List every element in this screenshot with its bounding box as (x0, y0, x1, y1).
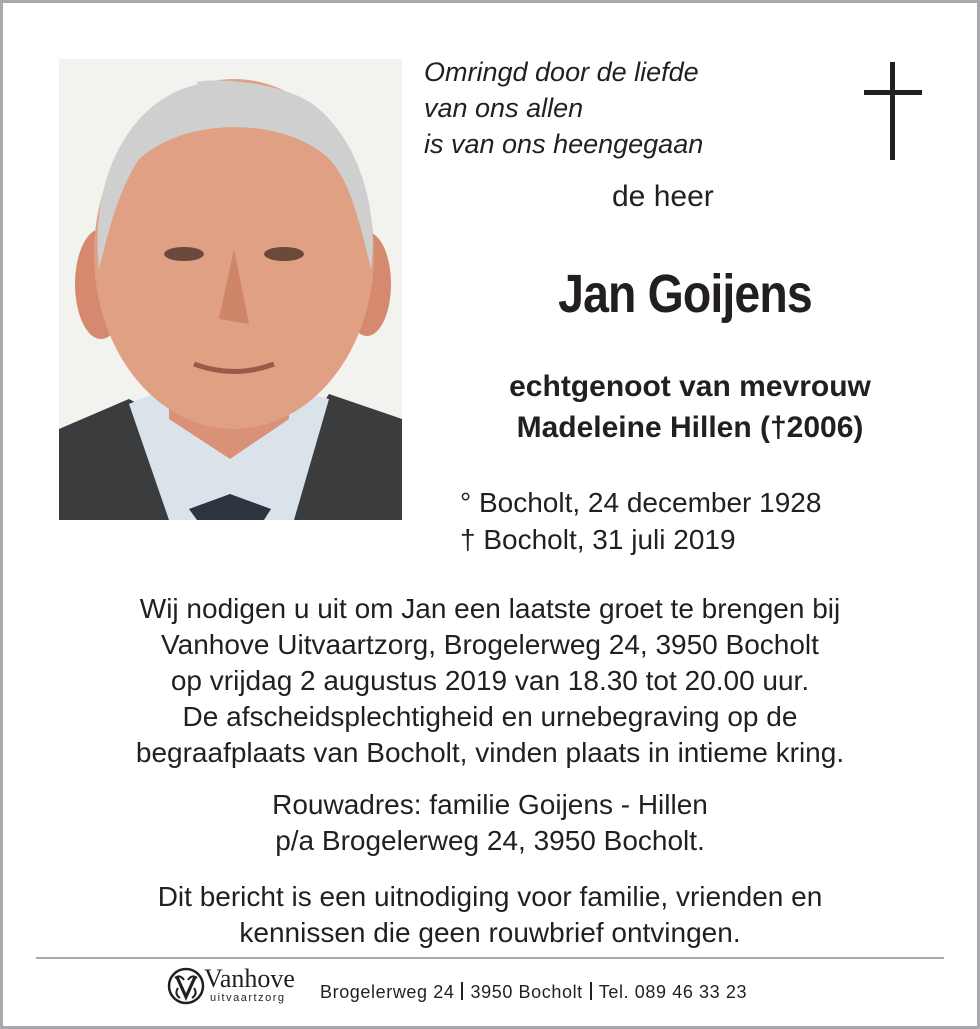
salutation: de heer (612, 180, 714, 213)
footer-city: 3950 Bocholt (470, 982, 583, 1002)
notice-note (60, 879, 920, 951)
invitation-line: De afscheidsplechtigheid en urnebegraving op de (182, 701, 798, 732)
intro-line: Omringd door de liefde (424, 57, 699, 87)
latin-cross-icon (864, 62, 922, 160)
invitation-line: Vanhove Uitvaartzorg, Brogelerweg 24, 3950 Bocholt (161, 629, 819, 660)
invitation-line: Wij nodigen u uit om Jan een laatste groet te brengen bij (139, 593, 841, 624)
death-date: † Bocholt, 31 juli 2019 (460, 524, 736, 555)
dates-block (460, 484, 821, 558)
brand-subtitle: uitvaartzorg (210, 992, 286, 1004)
intro-text (424, 54, 703, 162)
separator (590, 982, 592, 1000)
invitation-line: op vrijdag 2 augustus 2019 van 18.30 tot 20.00 uur. (170, 665, 810, 696)
contact-line (320, 980, 747, 1004)
invitation-line: begraafplaats van Bocholt, vinden plaats in intieme kring. (135, 737, 845, 768)
footer (166, 964, 866, 1010)
invitation-text (60, 591, 920, 771)
spouse-line: echtgenoot van mevrouw (509, 370, 871, 403)
spouse-line: Madeleine Hillen (†2006) (516, 411, 864, 444)
spouse-block (420, 366, 960, 448)
note-line: kennissen die geen rouwbrief ontvingen. (239, 917, 741, 948)
address-line: Rouwadres: familie Goijens - Hillen (272, 789, 708, 820)
vanhove-logo-icon (166, 966, 206, 1006)
footer-divider (36, 957, 944, 959)
mourning-address (60, 787, 920, 859)
birth-date: ° Bocholt, 24 december 1928 (460, 487, 822, 518)
note-line: Dit bericht is een uitnodiging voor familie, vrienden en (157, 881, 823, 912)
deceased-name: Jan Goijens (558, 264, 812, 324)
separator (461, 982, 463, 1000)
brand-name: Vanhove (204, 964, 295, 993)
intro-line: van ons allen (424, 93, 584, 123)
portrait-photo (59, 59, 402, 520)
address-line: p/a Brogelerweg 24, 3950 Bocholt. (275, 825, 705, 856)
footer-street: Brogelerweg 24 (320, 982, 455, 1002)
footer-phone: Tel. 089 46 33 23 (598, 982, 748, 1002)
intro-line: is van ons heengegaan (424, 129, 704, 159)
